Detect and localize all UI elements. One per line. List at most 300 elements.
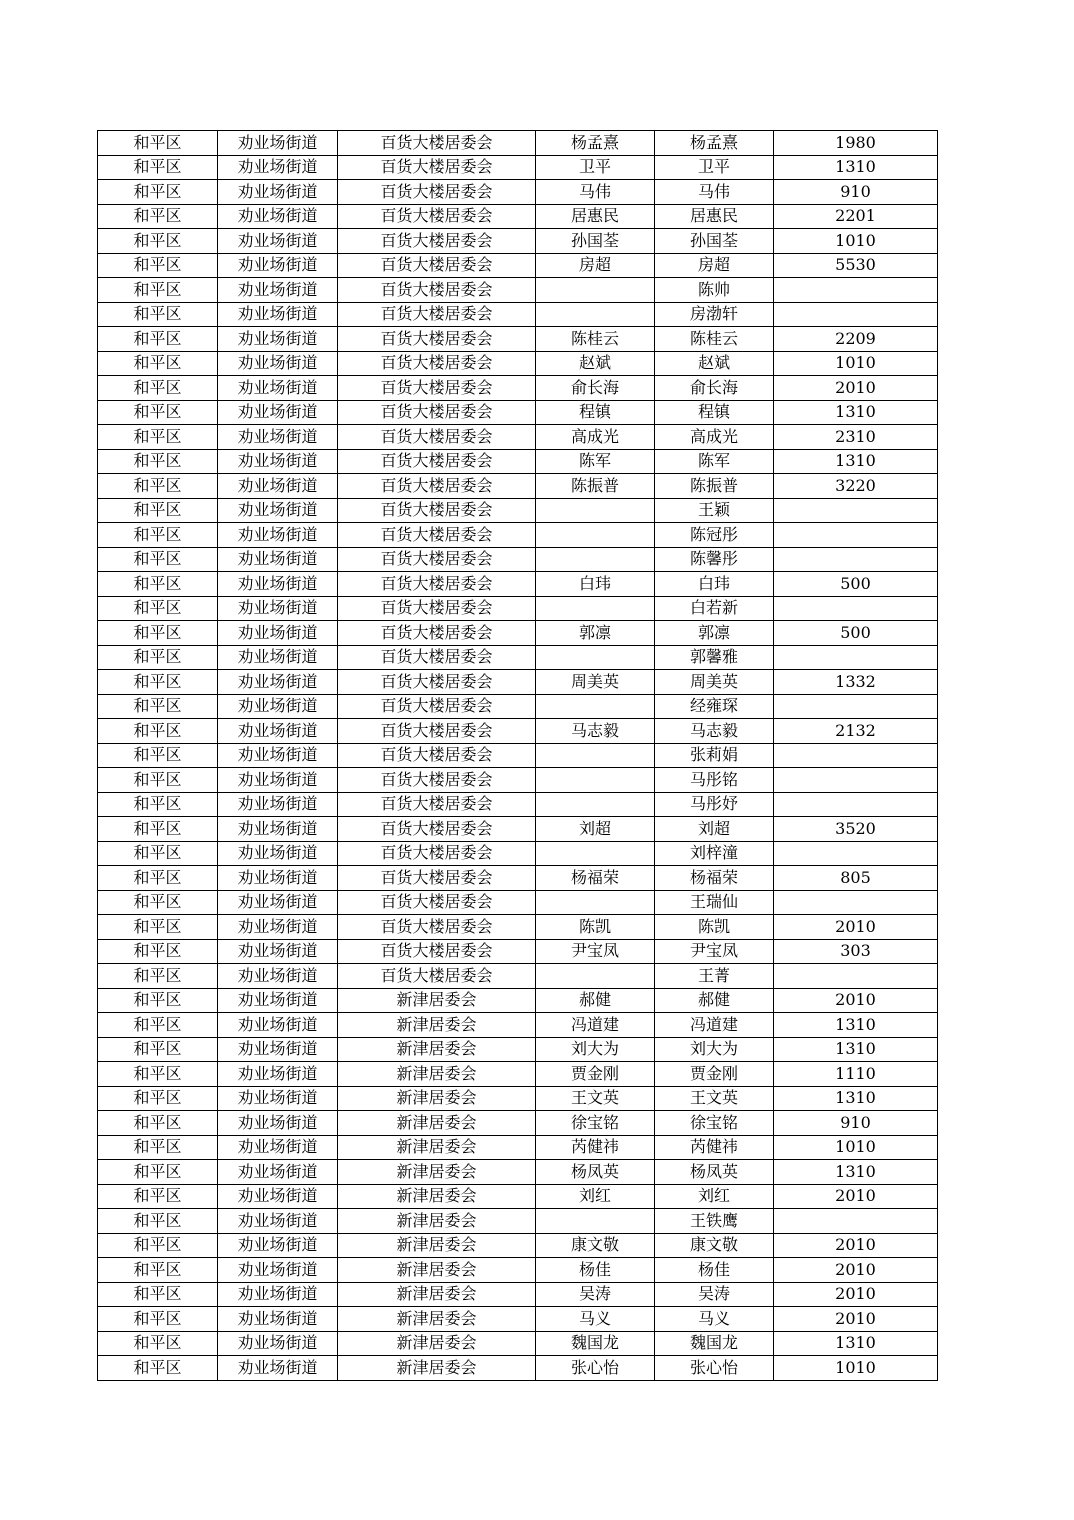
amount-cell: 5530: [774, 253, 938, 278]
member-cell: 康文敬: [655, 1233, 774, 1258]
applicant-cell: [536, 792, 655, 817]
committee-cell: 新津居委会: [338, 1307, 536, 1332]
table-row: [98, 376, 938, 401]
amount-cell: [774, 890, 938, 915]
member-cell: 马志毅: [655, 719, 774, 744]
member-cell: 郭馨雅: [655, 645, 774, 670]
table-row: [98, 645, 938, 670]
table-row: [98, 841, 938, 866]
district-cell: 和平区: [98, 498, 218, 523]
applicant-cell: 高成光: [536, 425, 655, 450]
member-cell: 居惠民: [655, 204, 774, 229]
amount-cell: 1310: [774, 400, 938, 425]
committee-cell: 百货大楼居委会: [338, 180, 536, 205]
amount-cell: 1010: [774, 1135, 938, 1160]
district-cell: 和平区: [98, 621, 218, 646]
table-row: [98, 1086, 938, 1111]
table-row: [98, 743, 938, 768]
applicant-cell: [536, 1209, 655, 1234]
committee-cell: 百货大楼居委会: [338, 278, 536, 303]
table-row: [98, 1356, 938, 1381]
table-row: [98, 351, 938, 376]
street-cell: 劝业场街道: [218, 841, 338, 866]
committee-cell: 百货大楼居委会: [338, 204, 536, 229]
district-cell: 和平区: [98, 1307, 218, 1332]
table-row: [98, 866, 938, 891]
amount-cell: 2010: [774, 1258, 938, 1283]
member-cell: 马彤铭: [655, 768, 774, 793]
amount-cell: 500: [774, 572, 938, 597]
member-cell: 郭凛: [655, 621, 774, 646]
district-cell: 和平区: [98, 400, 218, 425]
district-cell: 和平区: [98, 351, 218, 376]
committee-cell: 新津居委会: [338, 988, 536, 1013]
member-cell: 陈军: [655, 449, 774, 474]
table-row: [98, 572, 938, 597]
street-cell: 劝业场街道: [218, 400, 338, 425]
table-row: [98, 155, 938, 180]
applicant-cell: 白玮: [536, 572, 655, 597]
committee-cell: 百货大楼居委会: [338, 327, 536, 352]
amount-cell: [774, 596, 938, 621]
amount-cell: 1110: [774, 1062, 938, 1087]
table-row: [98, 1013, 938, 1038]
applicant-cell: [536, 768, 655, 793]
district-cell: 和平区: [98, 988, 218, 1013]
table-row: [98, 768, 938, 793]
amount-cell: [774, 792, 938, 817]
committee-cell: 百货大楼居委会: [338, 841, 536, 866]
member-cell: 卫平: [655, 155, 774, 180]
district-cell: 和平区: [98, 302, 218, 327]
district-cell: 和平区: [98, 694, 218, 719]
applicant-cell: 杨福荣: [536, 866, 655, 891]
street-cell: 劝业场街道: [218, 523, 338, 548]
committee-cell: 百货大楼居委会: [338, 253, 536, 278]
applicant-cell: 郭凛: [536, 621, 655, 646]
committee-cell: 百货大楼居委会: [338, 915, 536, 940]
district-cell: 和平区: [98, 1258, 218, 1283]
applicant-cell: 卫平: [536, 155, 655, 180]
member-cell: 刘大为: [655, 1037, 774, 1062]
street-cell: 劝业场街道: [218, 229, 338, 254]
amount-cell: 2132: [774, 719, 938, 744]
street-cell: 劝业场街道: [218, 1111, 338, 1136]
committee-cell: 百货大楼居委会: [338, 302, 536, 327]
amount-cell: [774, 694, 938, 719]
street-cell: 劝业场街道: [218, 670, 338, 695]
street-cell: 劝业场街道: [218, 327, 338, 352]
table-row: [98, 1233, 938, 1258]
street-cell: 劝业场街道: [218, 915, 338, 940]
street-cell: 劝业场街道: [218, 351, 338, 376]
member-cell: 尹宝凤: [655, 939, 774, 964]
amount-cell: 1980: [774, 131, 938, 156]
applicant-cell: [536, 596, 655, 621]
applicant-cell: 马志毅: [536, 719, 655, 744]
applicant-cell: 陈振普: [536, 474, 655, 499]
district-cell: 和平区: [98, 915, 218, 940]
committee-cell: 新津居委会: [338, 1258, 536, 1283]
committee-cell: 新津居委会: [338, 1086, 536, 1111]
district-cell: 和平区: [98, 1160, 218, 1185]
applicant-cell: 房超: [536, 253, 655, 278]
street-cell: 劝业场街道: [218, 425, 338, 450]
member-cell: 陈振普: [655, 474, 774, 499]
committee-cell: 百货大楼居委会: [338, 743, 536, 768]
member-cell: 陈帅: [655, 278, 774, 303]
amount-cell: 2010: [774, 988, 938, 1013]
member-cell: 高成光: [655, 425, 774, 450]
district-cell: 和平区: [98, 670, 218, 695]
street-cell: 劝业场街道: [218, 964, 338, 989]
member-cell: 王文英: [655, 1086, 774, 1111]
district-cell: 和平区: [98, 964, 218, 989]
table-row: [98, 1037, 938, 1062]
amount-cell: 1310: [774, 1037, 938, 1062]
table-row: [98, 474, 938, 499]
street-cell: 劝业场街道: [218, 645, 338, 670]
street-cell: 劝业场街道: [218, 1013, 338, 1038]
district-cell: 和平区: [98, 596, 218, 621]
committee-cell: 百货大楼居委会: [338, 229, 536, 254]
committee-cell: 新津居委会: [338, 1037, 536, 1062]
committee-cell: 百货大楼居委会: [338, 694, 536, 719]
street-cell: 劝业场街道: [218, 155, 338, 180]
applicant-cell: 王文英: [536, 1086, 655, 1111]
district-cell: 和平区: [98, 1062, 218, 1087]
street-cell: 劝业场街道: [218, 1209, 338, 1234]
applicant-cell: [536, 498, 655, 523]
street-cell: 劝业场街道: [218, 866, 338, 891]
table-row: [98, 204, 938, 229]
member-cell: 张心怡: [655, 1356, 774, 1381]
member-cell: 冯道建: [655, 1013, 774, 1038]
district-cell: 和平区: [98, 768, 218, 793]
district-cell: 和平区: [98, 743, 218, 768]
street-cell: 劝业场街道: [218, 1233, 338, 1258]
member-cell: 魏国龙: [655, 1331, 774, 1356]
applicant-cell: 陈军: [536, 449, 655, 474]
street-cell: 劝业场街道: [218, 498, 338, 523]
street-cell: 劝业场街道: [218, 278, 338, 303]
applicant-cell: 冯道建: [536, 1013, 655, 1038]
member-cell: 经雍琛: [655, 694, 774, 719]
applicant-cell: [536, 523, 655, 548]
table-row: [98, 890, 938, 915]
district-cell: 和平区: [98, 866, 218, 891]
applicant-cell: 贾金刚: [536, 1062, 655, 1087]
table-row: [98, 253, 938, 278]
member-cell: 白若新: [655, 596, 774, 621]
member-cell: 周美英: [655, 670, 774, 695]
amount-cell: 2010: [774, 1282, 938, 1307]
amount-cell: [774, 743, 938, 768]
table-row: [98, 180, 938, 205]
amount-cell: 1310: [774, 1086, 938, 1111]
member-cell: 王颖: [655, 498, 774, 523]
member-cell: 吴涛: [655, 1282, 774, 1307]
table-row: [98, 1135, 938, 1160]
committee-cell: 百货大楼居委会: [338, 645, 536, 670]
street-cell: 劝业场街道: [218, 817, 338, 842]
amount-cell: 1310: [774, 1160, 938, 1185]
applicant-cell: 马义: [536, 1307, 655, 1332]
member-cell: 张莉娟: [655, 743, 774, 768]
table-row: [98, 327, 938, 352]
district-cell: 和平区: [98, 645, 218, 670]
table-row: [98, 1307, 938, 1332]
district-cell: 和平区: [98, 1135, 218, 1160]
applicant-cell: 俞长海: [536, 376, 655, 401]
applicant-cell: 居惠民: [536, 204, 655, 229]
member-cell: 杨孟熹: [655, 131, 774, 156]
committee-cell: 百货大楼居委会: [338, 523, 536, 548]
amount-cell: 2201: [774, 204, 938, 229]
table-row: [98, 1111, 938, 1136]
member-cell: 王菁: [655, 964, 774, 989]
street-cell: 劝业场街道: [218, 596, 338, 621]
amount-cell: 1010: [774, 351, 938, 376]
street-cell: 劝业场街道: [218, 1135, 338, 1160]
table-row: [98, 988, 938, 1013]
street-cell: 劝业场街道: [218, 1160, 338, 1185]
district-cell: 和平区: [98, 1184, 218, 1209]
committee-cell: 新津居委会: [338, 1282, 536, 1307]
applicant-cell: 魏国龙: [536, 1331, 655, 1356]
street-cell: 劝业场街道: [218, 890, 338, 915]
street-cell: 劝业场街道: [218, 253, 338, 278]
applicant-cell: [536, 841, 655, 866]
street-cell: 劝业场街道: [218, 1184, 338, 1209]
street-cell: 劝业场街道: [218, 547, 338, 572]
member-cell: 刘红: [655, 1184, 774, 1209]
committee-cell: 新津居委会: [338, 1233, 536, 1258]
street-cell: 劝业场街道: [218, 792, 338, 817]
amount-cell: 2310: [774, 425, 938, 450]
member-cell: 陈桂云: [655, 327, 774, 352]
committee-cell: 新津居委会: [338, 1111, 536, 1136]
amount-cell: 2010: [774, 915, 938, 940]
committee-cell: 百货大楼居委会: [338, 768, 536, 793]
committee-cell: 百货大楼居委会: [338, 351, 536, 376]
amount-cell: 303: [774, 939, 938, 964]
district-cell: 和平区: [98, 180, 218, 205]
table-row: [98, 1184, 938, 1209]
table-row: [98, 425, 938, 450]
table-row: [98, 547, 938, 572]
applicant-cell: [536, 645, 655, 670]
district-cell: 和平区: [98, 229, 218, 254]
member-cell: 马彤妤: [655, 792, 774, 817]
street-cell: 劝业场街道: [218, 719, 338, 744]
district-cell: 和平区: [98, 155, 218, 180]
street-cell: 劝业场街道: [218, 1062, 338, 1087]
amount-cell: [774, 645, 938, 670]
committee-cell: 百货大楼居委会: [338, 792, 536, 817]
district-cell: 和平区: [98, 1037, 218, 1062]
district-cell: 和平区: [98, 204, 218, 229]
committee-cell: 百货大楼居委会: [338, 719, 536, 744]
district-cell: 和平区: [98, 1233, 218, 1258]
applicant-cell: 赵斌: [536, 351, 655, 376]
amount-cell: 2010: [774, 1307, 938, 1332]
street-cell: 劝业场街道: [218, 694, 338, 719]
street-cell: 劝业场街道: [218, 131, 338, 156]
applicant-cell: 徐宝铭: [536, 1111, 655, 1136]
member-cell: 陈凯: [655, 915, 774, 940]
amount-cell: 1010: [774, 229, 938, 254]
amount-cell: [774, 768, 938, 793]
district-cell: 和平区: [98, 131, 218, 156]
amount-cell: 910: [774, 1111, 938, 1136]
amount-cell: 1310: [774, 1331, 938, 1356]
street-cell: 劝业场街道: [218, 939, 338, 964]
applicant-cell: 孙国荃: [536, 229, 655, 254]
table-row: [98, 964, 938, 989]
district-cell: 和平区: [98, 1013, 218, 1038]
amount-cell: [774, 302, 938, 327]
amount-cell: [774, 498, 938, 523]
committee-cell: 百货大楼居委会: [338, 131, 536, 156]
district-cell: 和平区: [98, 1086, 218, 1111]
member-cell: 刘超: [655, 817, 774, 842]
street-cell: 劝业场街道: [218, 204, 338, 229]
applicant-cell: 康文敬: [536, 1233, 655, 1258]
table-row: [98, 915, 938, 940]
district-cell: 和平区: [98, 890, 218, 915]
committee-cell: 百货大楼居委会: [338, 155, 536, 180]
applicant-cell: 芮健祎: [536, 1135, 655, 1160]
street-cell: 劝业场街道: [218, 743, 338, 768]
committee-cell: 百货大楼居委会: [338, 817, 536, 842]
district-cell: 和平区: [98, 474, 218, 499]
district-cell: 和平区: [98, 253, 218, 278]
member-cell: 王瑞仙: [655, 890, 774, 915]
table-row: [98, 1282, 938, 1307]
district-cell: 和平区: [98, 523, 218, 548]
district-cell: 和平区: [98, 327, 218, 352]
street-cell: 劝业场街道: [218, 988, 338, 1013]
applicant-cell: 杨凤英: [536, 1160, 655, 1185]
table-row: [98, 939, 938, 964]
committee-cell: 百货大楼居委会: [338, 621, 536, 646]
district-cell: 和平区: [98, 572, 218, 597]
applicant-cell: 刘大为: [536, 1037, 655, 1062]
applicant-cell: 周美英: [536, 670, 655, 695]
street-cell: 劝业场街道: [218, 572, 338, 597]
district-cell: 和平区: [98, 1111, 218, 1136]
amount-cell: [774, 547, 938, 572]
amount-cell: 2010: [774, 1233, 938, 1258]
street-cell: 劝业场街道: [218, 1086, 338, 1111]
street-cell: 劝业场街道: [218, 449, 338, 474]
amount-cell: 3220: [774, 474, 938, 499]
committee-cell: 百货大楼居委会: [338, 964, 536, 989]
table-row: [98, 1258, 938, 1283]
table-body: [98, 131, 938, 1381]
applicant-cell: 杨孟熹: [536, 131, 655, 156]
table-row: [98, 278, 938, 303]
applicant-cell: 刘超: [536, 817, 655, 842]
table-row: [98, 229, 938, 254]
table-row: [98, 1160, 938, 1185]
committee-cell: 百货大楼居委会: [338, 449, 536, 474]
applicant-cell: 陈桂云: [536, 327, 655, 352]
street-cell: 劝业场街道: [218, 474, 338, 499]
applicant-cell: [536, 278, 655, 303]
district-cell: 和平区: [98, 792, 218, 817]
district-cell: 和平区: [98, 1282, 218, 1307]
member-cell: 陈馨彤: [655, 547, 774, 572]
member-cell: 白玮: [655, 572, 774, 597]
applicant-cell: 尹宝凤: [536, 939, 655, 964]
member-cell: 刘梓潼: [655, 841, 774, 866]
member-cell: 赵斌: [655, 351, 774, 376]
member-cell: 房超: [655, 253, 774, 278]
committee-cell: 百货大楼居委会: [338, 425, 536, 450]
street-cell: 劝业场街道: [218, 1356, 338, 1381]
household-table: [97, 130, 938, 1381]
table-row: [98, 1331, 938, 1356]
district-cell: 和平区: [98, 939, 218, 964]
applicant-cell: [536, 964, 655, 989]
street-cell: 劝业场街道: [218, 180, 338, 205]
applicant-cell: [536, 302, 655, 327]
applicant-cell: [536, 547, 655, 572]
district-cell: 和平区: [98, 278, 218, 303]
amount-cell: [774, 964, 938, 989]
member-cell: 徐宝铭: [655, 1111, 774, 1136]
committee-cell: 新津居委会: [338, 1209, 536, 1234]
applicant-cell: 程镇: [536, 400, 655, 425]
amount-cell: 1310: [774, 1013, 938, 1038]
member-cell: 程镇: [655, 400, 774, 425]
table-row: [98, 694, 938, 719]
member-cell: 杨福荣: [655, 866, 774, 891]
applicant-cell: 刘红: [536, 1184, 655, 1209]
applicant-cell: 吴涛: [536, 1282, 655, 1307]
applicant-cell: 杨佳: [536, 1258, 655, 1283]
member-cell: 杨佳: [655, 1258, 774, 1283]
table-row: [98, 670, 938, 695]
member-cell: 房渤轩: [655, 302, 774, 327]
table-row: [98, 302, 938, 327]
table-row: [98, 523, 938, 548]
amount-cell: [774, 841, 938, 866]
street-cell: 劝业场街道: [218, 621, 338, 646]
member-cell: 马伟: [655, 180, 774, 205]
applicant-cell: [536, 694, 655, 719]
committee-cell: 百货大楼居委会: [338, 474, 536, 499]
street-cell: 劝业场街道: [218, 1307, 338, 1332]
applicant-cell: [536, 743, 655, 768]
committee-cell: 新津居委会: [338, 1331, 536, 1356]
amount-cell: 805: [774, 866, 938, 891]
amount-cell: 2010: [774, 376, 938, 401]
member-cell: 马义: [655, 1307, 774, 1332]
table-row: [98, 449, 938, 474]
street-cell: 劝业场街道: [218, 1331, 338, 1356]
district-cell: 和平区: [98, 547, 218, 572]
district-cell: 和平区: [98, 376, 218, 401]
committee-cell: 百货大楼居委会: [338, 866, 536, 891]
amount-cell: [774, 278, 938, 303]
member-cell: 芮健祎: [655, 1135, 774, 1160]
committee-cell: 百货大楼居委会: [338, 596, 536, 621]
street-cell: 劝业场街道: [218, 302, 338, 327]
committee-cell: 新津居委会: [338, 1356, 536, 1381]
